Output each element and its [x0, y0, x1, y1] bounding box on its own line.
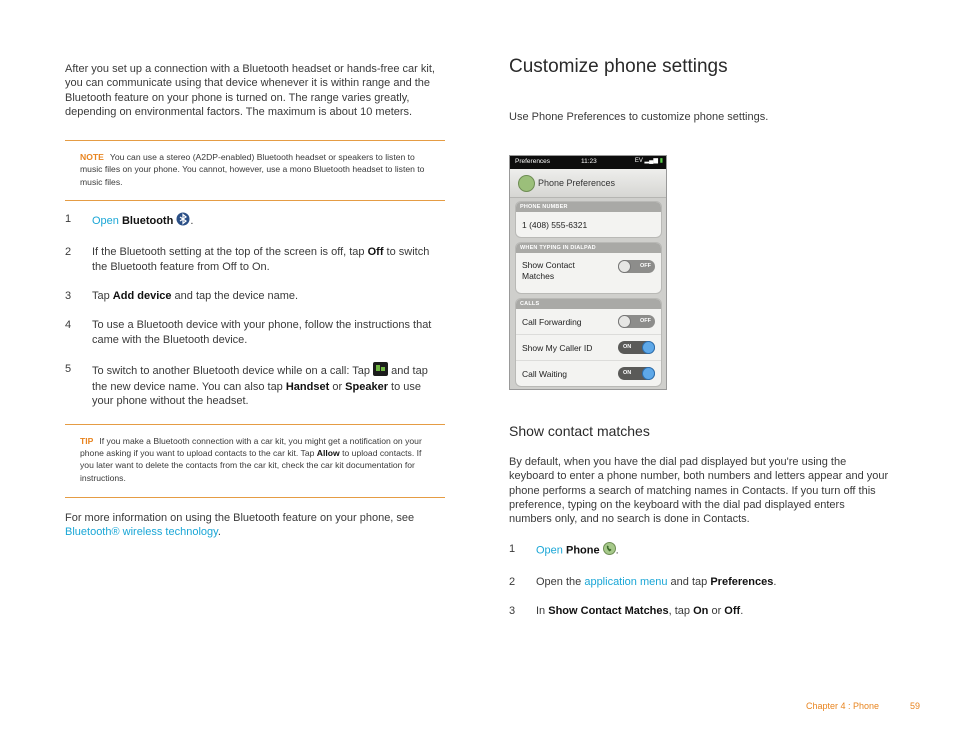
- phone-number-value: 1 (408) 555-6321: [522, 220, 588, 230]
- network-label: EV: [634, 158, 643, 164]
- group-title: PHONE NUMBER: [516, 202, 661, 212]
- group-typing-dialpad: [515, 242, 662, 294]
- right-step-3-period: .: [740, 605, 744, 618]
- more-info-text: For more information on using the Bluetooth feature on your phone, see: [65, 511, 415, 524]
- step-number: 2: [65, 246, 72, 259]
- status-app-name: Preferences: [515, 158, 551, 165]
- right-step-3-text: In: [536, 605, 549, 618]
- preferences-label: Preferences: [710, 575, 774, 588]
- step-2-text-end: to switch the Bluetooth feature from Off to On.: [92, 246, 430, 273]
- call-forwarding-toggle[interactable]: [618, 315, 655, 328]
- group-phone-number: [515, 201, 662, 238]
- call-waiting-row: [516, 360, 661, 386]
- on-label: On: [693, 605, 709, 618]
- step-4-text: To use a Bluetooth device with your phone, follow the instructions that came with the Bluetooth device.: [92, 319, 432, 346]
- step-number: 1: [65, 213, 72, 226]
- footer-chapter: Chapter 4 : Phone: [806, 701, 880, 711]
- step-number: 4: [65, 319, 72, 332]
- open-phone-link[interactable]: Open: [536, 545, 563, 558]
- application-menu-link[interactable]: application menu: [584, 575, 668, 588]
- bluetooth-icon: [176, 212, 190, 230]
- right-column: [509, 56, 894, 124]
- group-calls: [515, 298, 662, 387]
- speaker-label: Speaker: [345, 381, 388, 394]
- phone-label: Phone: [565, 545, 600, 558]
- right-column-lower: [509, 423, 889, 618]
- subsection-paragraph: By default, when you have the dial pad displayed but you're using the keyboard to enter a phone number, both numbers and letters appear and your phone performs a search of matching names in Contacts. If you turn off this preference, typing on the keyboard with the dial pad displayed enters numbers only, and no search is done in Contacts.: [509, 456, 889, 526]
- right-step-3-mid: , tap: [668, 605, 694, 618]
- footer-page-number: 59: [910, 701, 921, 711]
- section-title: Customize phone settings: [509, 56, 728, 77]
- intro-paragraph: After you set up a connection with a Bluetooth headset or hands-free car kit, you can communicate using that device whenever it is within range and the Bluetooth feature on your phone is turned on. The range varies greatly, depending on environmental factors. The maximum is about 10 meters.: [65, 63, 435, 118]
- phone-status-bar: [510, 156, 666, 169]
- call-waiting-label: Call Waiting: [522, 369, 568, 379]
- bluetooth-wireless-link[interactable]: Bluetooth® wireless technology: [65, 526, 218, 539]
- right-step-2-period: .: [773, 575, 777, 588]
- show-contact-matches-row: [516, 253, 661, 293]
- tip-bottom-rule: [65, 497, 445, 498]
- step-3: [65, 289, 445, 303]
- tip-top-rule: [65, 424, 445, 425]
- signal-icon: ▂▄▆: [644, 158, 659, 164]
- phone-number-row[interactable]: [516, 212, 661, 237]
- group-title: WHEN TYPING IN DIALPAD: [516, 243, 661, 253]
- section-intro: Use Phone Preferences to customize phone settings.: [509, 111, 769, 123]
- right-step-2: [509, 575, 889, 589]
- step-number: 3: [65, 289, 72, 302]
- toggle-state: ON: [623, 344, 632, 350]
- call-waiting-toggle[interactable]: [618, 367, 655, 380]
- bluetooth-label: Bluetooth: [121, 215, 174, 228]
- step-3-text-end: and tap the device name.: [171, 289, 299, 302]
- phone-header: [510, 169, 666, 198]
- group-title: CALLS: [516, 299, 661, 309]
- note-callout: [65, 151, 445, 188]
- step-4: [65, 318, 445, 347]
- step-number: 2: [509, 575, 516, 588]
- tip-tag: TIP: [80, 435, 94, 446]
- toggle-state: ON: [623, 370, 632, 376]
- step-5-text-end: to use your phone without the headset.: [92, 381, 422, 408]
- step-5-or: or: [329, 381, 346, 394]
- more-info-paragraph: [65, 511, 445, 540]
- status-time: 11:23: [581, 158, 597, 165]
- show-caller-id-toggle[interactable]: [618, 341, 655, 354]
- allow-label: Allow: [316, 448, 340, 459]
- right-step-3: [509, 604, 889, 618]
- right-step-2-mid: and tap: [667, 575, 711, 588]
- tip-text: If you make a Bluetooth connection with a car kit, you might get a notification on your phone asking if you want to upload contacts to the car kit. Tap: [80, 435, 422, 459]
- subsection-title: Show contact matches: [509, 423, 650, 439]
- step-2-text: If the Bluetooth setting at the top of the screen is off, tap: [92, 246, 368, 259]
- show-contact-matches-toggle[interactable]: [618, 260, 655, 273]
- step-number: 5: [65, 362, 72, 375]
- show-caller-id-row: [516, 334, 661, 360]
- phone-app-icon: [603, 542, 616, 559]
- note-bottom-rule: [65, 200, 445, 201]
- step-5-text-mid: and tap the new device name. You can also tap: [92, 364, 428, 394]
- off-label: Off: [724, 605, 741, 618]
- toggle-state: OFF: [640, 318, 651, 324]
- note-top-rule: [65, 140, 445, 141]
- phone-app-icon: [518, 175, 535, 192]
- tip-text-end: to upload contacts. If you later want to delete the contacts from the car kit, check the car kit documentation for instructions.: [80, 448, 422, 483]
- step-number: 3: [509, 605, 516, 618]
- battery-icon: ▮: [659, 158, 663, 164]
- call-forwarding-row: [516, 309, 661, 334]
- phone-header-title: Phone Preferences: [538, 178, 616, 188]
- step-5-text: To switch to another Bluetooth device while on a call: Tap: [92, 364, 374, 377]
- step-2: [65, 245, 445, 274]
- right-step-3-or: or: [708, 605, 725, 618]
- more-info-period: .: [217, 526, 221, 539]
- tip-callout: [65, 435, 445, 484]
- right-step-1: [509, 542, 889, 559]
- step-5: [65, 362, 445, 409]
- call-forwarding-label: Call Forwarding: [522, 317, 582, 327]
- audio-source-icon: [373, 362, 388, 380]
- right-step-2-text: Open the: [536, 575, 585, 588]
- left-column: [65, 62, 445, 540]
- add-device-label: Add device: [112, 289, 172, 302]
- toggle-state: OFF: [640, 263, 651, 269]
- status-icons: [635, 157, 663, 164]
- off-label: Off: [367, 246, 384, 259]
- step-1: [65, 212, 445, 230]
- show-contact-matches-bold: Show Contact Matches: [548, 605, 669, 618]
- show-contact-matches-label: Show Contact Matches: [522, 260, 575, 281]
- step-number: 1: [509, 543, 516, 556]
- phone-preferences-screenshot: [509, 155, 667, 390]
- right-step-1-period: .: [615, 545, 619, 558]
- note-tag: NOTE: [80, 152, 104, 163]
- handset-label: Handset: [285, 381, 330, 394]
- open-link[interactable]: Open: [92, 215, 119, 228]
- show-caller-id-label: Show My Caller ID: [522, 343, 593, 353]
- step-3-text: Tap: [92, 289, 113, 302]
- step-1-period: .: [190, 215, 194, 228]
- note-text: You can use a stereo (A2DP-enabled) Bluetooth headset or speakers to listen to music files on your phone. You cannot, however, use a mono Bluetooth headset to listen to music files.: [80, 152, 425, 187]
